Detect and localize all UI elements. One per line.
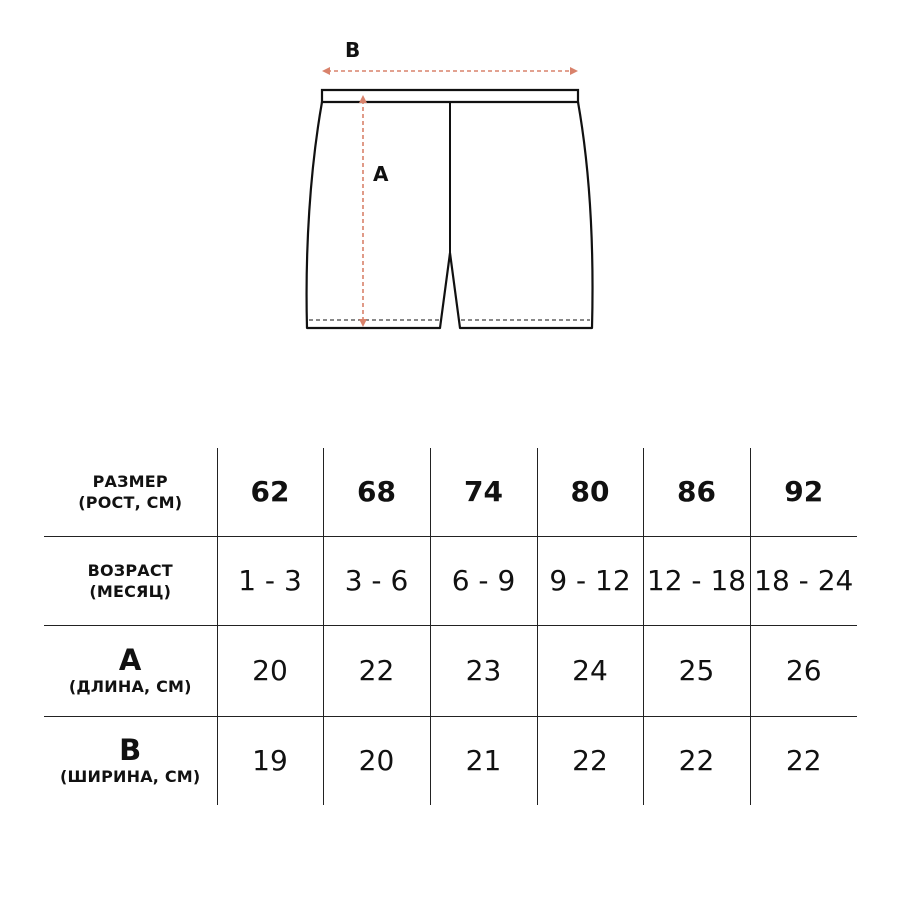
table-cell: 22 — [750, 716, 857, 805]
table-cell: 68 — [323, 448, 430, 536]
table-cell: 12 - 18 — [643, 536, 750, 625]
row-header-subtitle: (РОСТ, СМ) — [78, 492, 183, 512]
table-cell: 74 — [430, 448, 537, 536]
table-cell: 92 — [750, 448, 857, 536]
row-header-letter: A — [118, 643, 142, 677]
table-cell: 25 — [643, 625, 750, 716]
measure-a-label: A — [373, 162, 389, 186]
measure-b-arrowhead-left — [322, 67, 330, 75]
row-header-subtitle: (МЕСЯЦ) — [89, 581, 172, 601]
table-cell: 1 - 3 — [217, 536, 323, 625]
table-cell: 21 — [430, 716, 537, 805]
measure-b-label: B — [345, 38, 361, 62]
row-header-size — [44, 448, 217, 536]
row-header-length — [44, 625, 217, 716]
table-cell: 22 — [537, 716, 643, 805]
row-header-title: РАЗМЕР — [92, 471, 168, 491]
measure-a-arrowhead-bottom — [359, 319, 367, 327]
table-cell: 62 — [217, 448, 323, 536]
table-cell: 22 — [643, 716, 750, 805]
table-cell: 6 - 9 — [430, 536, 537, 625]
table-row-width — [44, 716, 857, 805]
table-row-age — [44, 536, 857, 625]
table-cell: 20 — [323, 716, 430, 805]
table-cell: 26 — [750, 625, 857, 716]
table-row-size — [44, 448, 857, 536]
shorts-waistband — [322, 90, 578, 102]
table-cell: 3 - 6 — [323, 536, 430, 625]
table-cell: 20 — [217, 625, 323, 716]
size-chart-table — [44, 448, 857, 805]
table-cell: 9 - 12 — [537, 536, 643, 625]
row-header-letter: B — [119, 733, 142, 768]
row-header-title: ВОЗРАСТ — [87, 560, 173, 580]
table-cell: 19 — [217, 716, 323, 805]
table-cell: 23 — [430, 625, 537, 716]
measure-b-arrowhead-right — [570, 67, 578, 75]
table-cell: 86 — [643, 448, 750, 536]
table-row-length — [44, 625, 857, 716]
table-cell: 22 — [323, 625, 430, 716]
row-header-width — [44, 716, 217, 805]
table-cell: 80 — [537, 448, 643, 536]
row-header-age — [44, 536, 217, 625]
measure-a-arrowhead-top — [359, 95, 367, 103]
row-header-subtitle: (ДЛИНА, СМ) — [68, 677, 192, 696]
shorts-diagram — [0, 0, 900, 400]
table-cell: 18 - 24 — [750, 536, 857, 625]
row-header-subtitle: (ШИРИНА, СМ) — [60, 767, 201, 787]
table-cell: 24 — [537, 625, 643, 716]
